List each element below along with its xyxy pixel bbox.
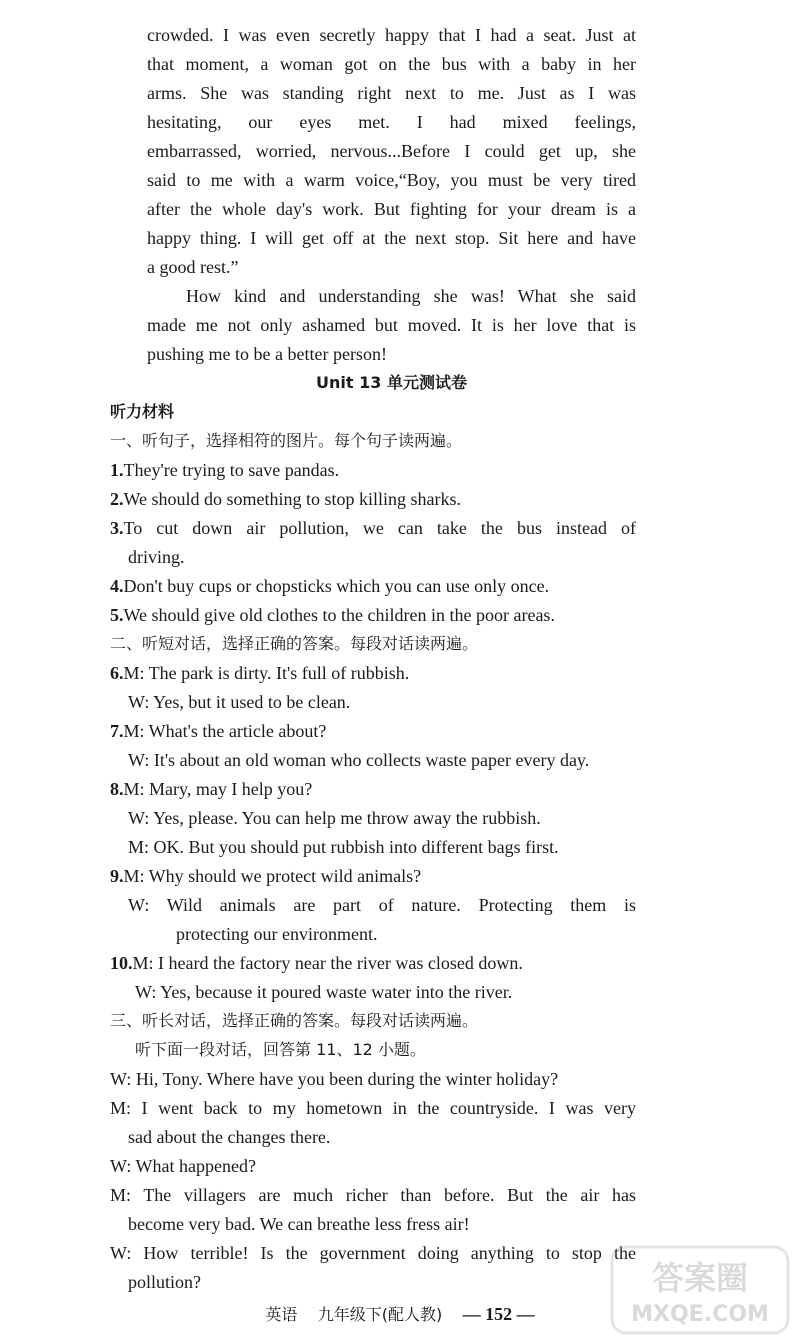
list-item: W: Wild animals are part of nature. Protecting them is [128, 895, 636, 915]
story-line: that moment, a woman got on the bus with a baby in her [147, 54, 636, 74]
story-line: made me not only ashamed but moved. It is her love that is [147, 315, 636, 335]
story-line: How kind and understanding she was! What she said [186, 286, 636, 306]
section-heading: 三、听长对话，选择正确的答案。每段对话读两遍。 [110, 1011, 479, 1030]
watermark-bottom: MXQE.COM [631, 1302, 769, 1327]
footer-grade: 九年级下(配人教) [317, 1305, 443, 1324]
page-footer [0, 1302, 800, 1325]
story-line: hesitating, our eyes met. I had mixed feelings, [147, 112, 636, 132]
story-line: embarrassed, worried, nervous...Before I could get up, she [147, 141, 636, 161]
dialog-line: W: What happened? [110, 1156, 256, 1176]
list-item: 1.They're trying to save pandas. [110, 460, 340, 480]
list-item: 6.M: The park is dirty. It's full of rubbish. [110, 663, 410, 683]
list-item: W: Yes, please. You can help me throw away the rubbish. [128, 808, 541, 828]
story-line: said to me with a warm voice,“Boy, you must be very tired [147, 170, 636, 190]
list-item: 4.Don't buy cups or chopsticks which you can use only once. [110, 576, 550, 596]
list-item: 7.M: What's the article about? [110, 721, 327, 741]
dialog-line: M: I went back to my hometown in the countryside. I was very [110, 1098, 636, 1118]
section-heading: 一、听句子，选择相符的图片。每个句子读两遍。 [110, 431, 463, 450]
list-item: M: OK. But you should put rubbish into different bags first. [128, 837, 559, 857]
dialog-line: pollution? [128, 1272, 201, 1292]
list-item: 9.M: Why should we protect wild animals? [110, 866, 422, 886]
list-item: 5.We should give old clothes to the children in the poor areas. [110, 605, 555, 625]
footer-subject: 英语 [265, 1305, 298, 1324]
list-item: 10.M: I heard the factory near the river was closed down. [110, 953, 523, 973]
dialog-line: become very bad. We can breathe less fress air! [128, 1214, 470, 1234]
list-item: W: Yes, but it used to be clean. [128, 692, 351, 712]
list-item: 2.We should do something to stop killing sharks. [110, 489, 462, 509]
dialog-line: sad about the changes there. [128, 1127, 331, 1147]
page-number: — 152 — [462, 1304, 535, 1324]
dialog-line: W: How terrible! Is the government doing anything to stop the [110, 1243, 636, 1263]
watermark-top: 答案圈 [651, 1259, 749, 1297]
story-line: crowded. I was even secretly happy that I had a seat. Just at [147, 25, 636, 45]
list-item: protecting our environment. [176, 924, 378, 944]
list-item: W: Yes, because it poured waste water into the river. [135, 982, 513, 1002]
list-item: 3.To cut down air pollution, we can take the bus instead of [110, 518, 636, 538]
list-item: driving. [128, 547, 185, 567]
list-item: 8.M: Mary, may I help you? [110, 779, 313, 799]
dialog-line: M: The villagers are much richer than before. But the air has [110, 1185, 636, 1205]
story-line: arms. She was standing right next to me. Just as I was [147, 83, 636, 103]
unit-title: Unit 13 单元测试卷 [316, 373, 467, 392]
story-line: after the whole day's work. But fighting for your dream is a [147, 199, 636, 219]
dialog-line: W: Hi, Tony. Where have you been during the winter holiday? [110, 1069, 559, 1089]
list-item: W: It's about an old woman who collects waste paper every day. [128, 750, 590, 770]
section-heading: 二、听短对话，选择正确的答案。每段对话读两遍。 [110, 634, 479, 653]
story-line: pushing me to be a better person! [147, 344, 387, 364]
listening-heading: 听力材料 [110, 402, 175, 421]
story-line: happy thing. I will get off at the next stop. Sit here and have [147, 228, 636, 248]
story-line: a good rest.” [147, 257, 239, 277]
section-intro: 听下面一段对话，回答第 11、12 小题。 [135, 1040, 426, 1059]
